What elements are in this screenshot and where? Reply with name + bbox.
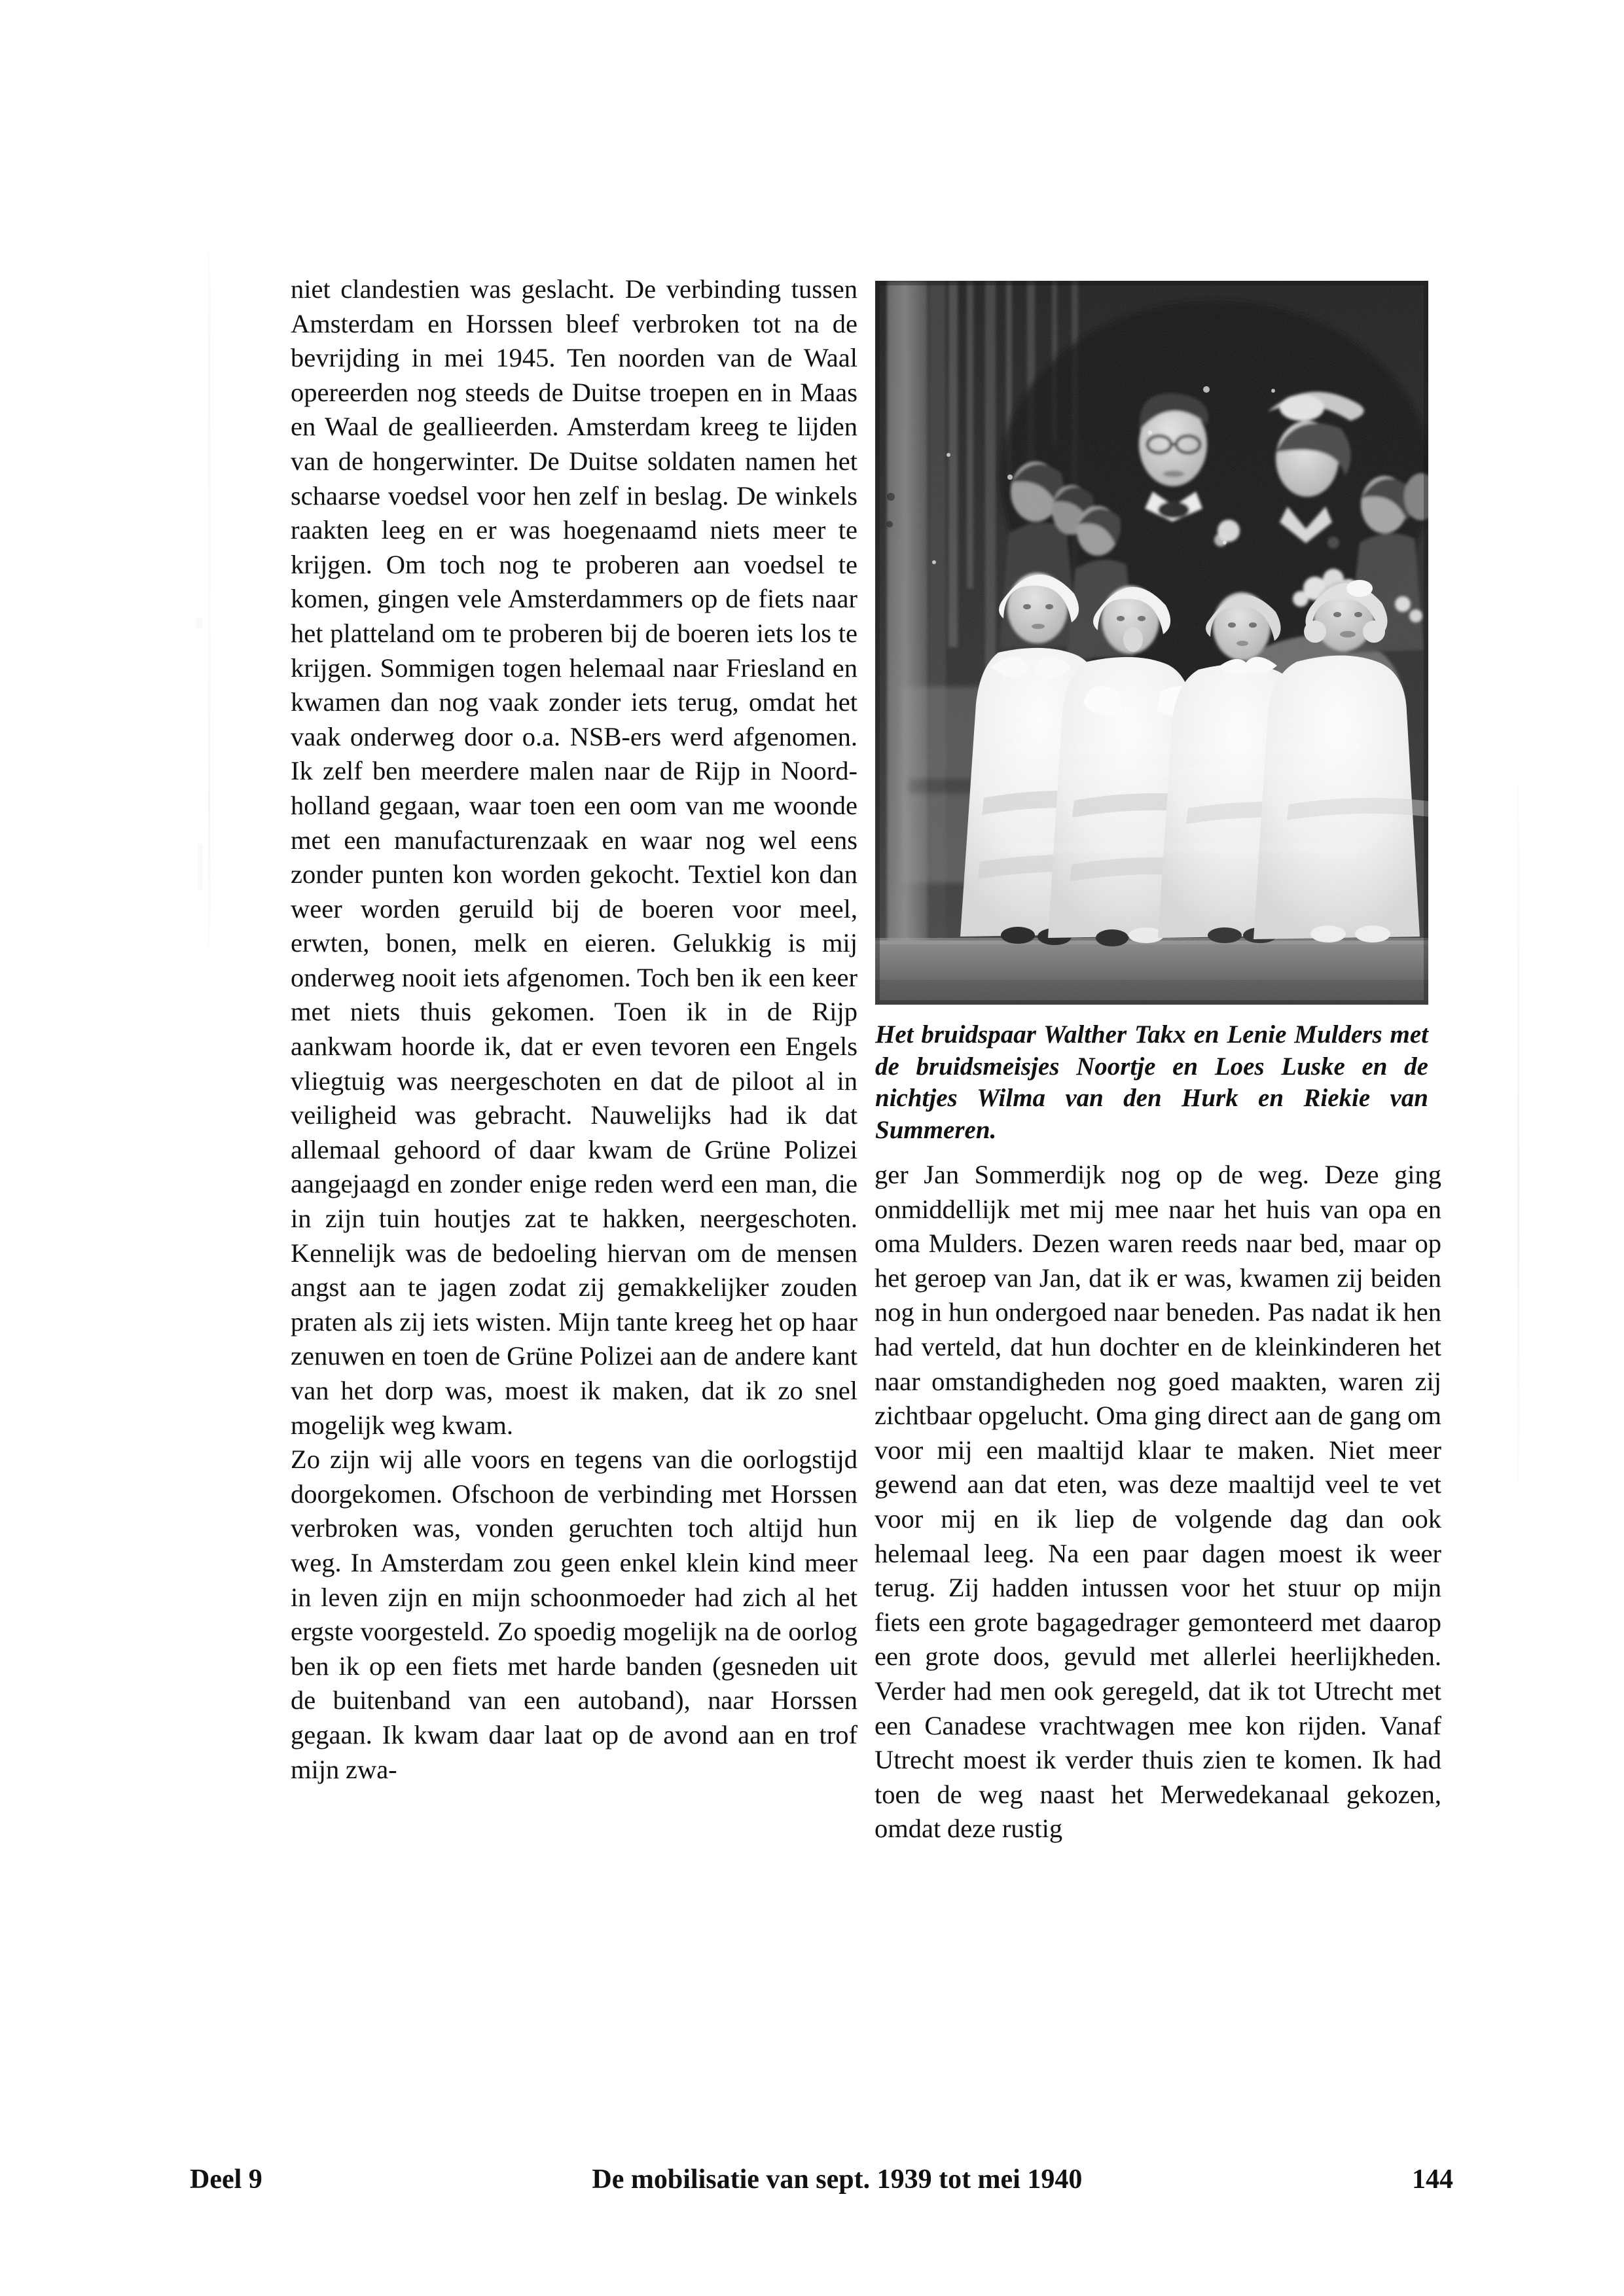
figure-caption: Het bruidspaar Walther Takx en Lenie Mulders met de bruidsmeisjes Noortje en Loes Luske en de nichtjes Wilma van den Hurk en Riekie van Summeren. <box>875 1020 1428 1144</box>
scan-artifact-right-edge <box>1517 707 1519 1545</box>
photograph-image <box>875 281 1428 1005</box>
page-footer <box>190 2164 1453 2195</box>
paragraph: ger Jan Sommerdijk nog op de weg. Deze ging onmiddellijk met mij mee naar het huis van opa en oma Mulders. Dezen waren reeds naar bed, maar op het geroep van Jan, dat ik er was, kwamen zij beiden nog in hun ondergoed naar beneden. Pas nadat ik hen had verteld, dat hun dochter en de kleinkinderen het naar omstandigheden nog goed maakten, waren zij zichtbaar opgelucht. Oma ging direct aan de gang om voor mij een maaltijd klaar te maken. Niet meer gewend aan dat eten, was deze maaltijd veel te vet voor mij en ik liep de volgende dag dan ook helemaal leeg. Na een paar dagen moest ik weer terug. Zij hadden intussen voor het stuur op mijn fiets een grote bagagedrager gemonteerd met daarop een grote doos, gevuld met allerlei heerlijkheden. Verder had men ook geregeld, dat ik tot Utrecht met een Canadese vrachtwagen mee kon rijden. Vanaf Utrecht moest ik verder thuis zien te komen. Ik had toen de weg naast het Merwedekanaal gekozen, omdat deze rustig <box>875 1160 1441 1844</box>
figure-wedding-photo <box>875 281 1428 1146</box>
scan-artifact-left-edge <box>208 216 210 988</box>
body-text-left-column <box>291 272 857 1787</box>
footer-chapter-title: De mobilisatie van sept. 1939 tot mei 1940 <box>592 2164 1083 2195</box>
body-text-right-column <box>875 1158 1441 1846</box>
scan-artifact-blotch <box>198 844 203 890</box>
paragraph: Zo zijn wij alle voors en tegens van die oorlogstijd doorgekomen. Ofschoon de verbinding met Horssen verbroken was, vonden geruchten toch altijd hun weg. In Amsterdam zou geen enkel klein kind meer in leven zijn en mijn schoonmoeder had zich al het ergste voorgesteld. Zo spoedig mogelijk na de oorlog ben ik op een fiets met harde banden (gesneden uit de buitenband van een autoband), naar Horssen gegaan. Ik kwam daar laat op de avond aan en trof mijn zwa- <box>291 1444 857 1784</box>
scan-artifact-blotch <box>196 619 203 628</box>
paragraph: niet clandestien was geslacht. De verbinding tussen Amsterdam en Horssen bleef verbroken tot na de bevrijding in mei 1945. Ten noorden van de Waal opereerden nog steeds de Duitse troepen en in Maas en Waal de geallieerden. Amsterdam kreeg te lijden van de hongerwinter. De Duitse soldaten namen het schaarse voedsel voor hen zelf in beslag. De winkels raakten leeg en er was hoegenaamd niets meer te krijgen. Om toch nog te proberen aan voedsel te komen, gingen vele Amsterdammers op de fiets naar het platteland om te proberen bij de boeren iets los te krijgen. Sommigen togen helemaal naar Friesland en kwamen dan nog vaak zonder iets terug, omdat het vaak onderweg door o.a. NSB-ers werd afgenomen. Ik zelf ben meerdere malen naar de Rijp in Noord-holland gegaan, waar toen een oom van me woonde met een manufacturenzaak en waar nog wel eens zonder punten kon worden gekocht. Textiel kon dan weer worden geruild bij de boeren voor meel, erwten, bonen, melk en eieren. Gelukkig is mij onderweg nooit iets afgenomen. Toch ben ik een keer met niets thuis gekomen. Toen ik in de Rijp aankwam hoorde ik, dat er even tevoren een Engels vliegtuig was neergeschoten en dat de piloot al in veiligheid was gebracht. Nauwelijks had ik dat allemaal gehoord of daar kwam de Grüne Polizei aangejaagd en zonder enige reden werd een man, die in zijn tuin houtjes zat te hakken, neergeschoten. Kennelijk was de bedoeling hiervan om de mensen angst aan te jagen zodat zij gemakkelijker zouden praten als zij iets wisten. Mijn tante kreeg het op haar zenuwen en toen de Grüne Polizei aan de andere kant van het dorp was, moest ik maken, dat ik zo snel mogelijk weg kwam. <box>291 274 857 1440</box>
footer-page-number: 144 <box>1412 2164 1453 2195</box>
footer-part-label: Deel 9 <box>190 2164 262 2195</box>
